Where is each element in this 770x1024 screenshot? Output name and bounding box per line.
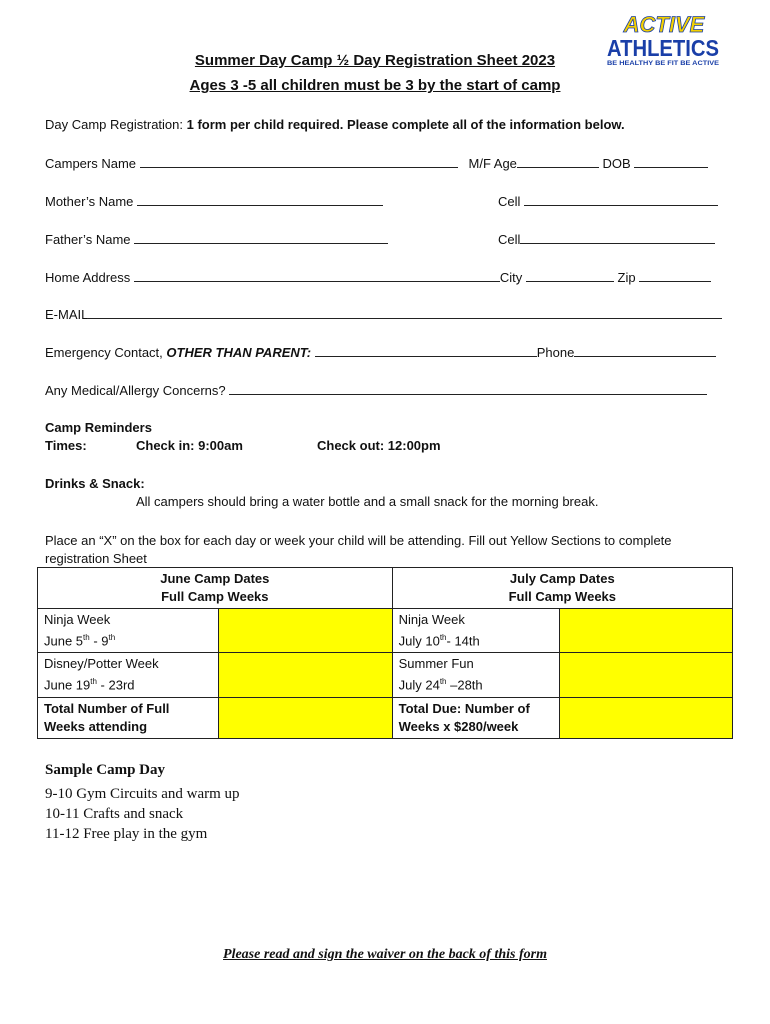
june-week1-dates: June 5th - 9th <box>44 633 116 649</box>
zip-label: Zip <box>617 270 636 285</box>
july-header-line2: Full Camp Weeks <box>508 589 617 604</box>
july-header-line1: July Camp Dates <box>509 571 615 586</box>
city-field[interactable] <box>526 269 614 282</box>
page-title: Summer Day Camp ½ Day Registration Sheet 2023 <box>194 52 556 69</box>
total-due-line2: Weeks x $280/week <box>398 718 519 734</box>
july-week1-dates: July 10th- 14th <box>398 633 480 649</box>
total-due-field[interactable] <box>559 697 732 738</box>
medical-field[interactable] <box>229 382 707 395</box>
phone-field[interactable] <box>574 344 716 357</box>
email-row <box>45 306 722 322</box>
waiver-notice: Please read and sign the waiver on the back of this form <box>223 947 547 962</box>
july-week2-name: Summer Fun <box>398 656 474 672</box>
fathers-name-row <box>45 231 388 247</box>
mothers-name-row <box>45 193 383 209</box>
campers-name-field[interactable] <box>140 155 458 168</box>
mother-cell-row <box>498 193 718 209</box>
july-week1-name: Ninja Week <box>398 612 465 627</box>
check-in-text: Check in: 9:00am <box>136 438 243 453</box>
june-week2-name: Disney/Potter Week <box>44 656 159 672</box>
july-week2-checkbox[interactable] <box>559 653 732 697</box>
fathers-name-label: Father’s Name <box>45 232 131 247</box>
campers-name-label: Campers Name <box>45 156 137 171</box>
july-week1-checkbox[interactable] <box>559 609 732 653</box>
table-row <box>38 697 733 738</box>
list-item: 9-10 Gym Circuits and warm up <box>45 786 240 802</box>
emergency-contact-field[interactable] <box>315 344 537 357</box>
home-address-field[interactable] <box>134 269 500 282</box>
june-week1-cell <box>38 609 219 653</box>
mf-age-label: M/F Age <box>468 156 517 171</box>
dob-field[interactable] <box>634 155 708 168</box>
sample-day-list <box>45 784 240 844</box>
june-week2-checkbox[interactable] <box>219 653 392 697</box>
june-week2-dates: June 19th - 23rd <box>44 677 135 693</box>
campers-name-row <box>45 155 708 171</box>
logo-athletics-text: ATHLETICS <box>607 35 719 61</box>
sample-day-heading: Sample Camp Day <box>45 762 166 778</box>
zip-field[interactable] <box>639 269 711 282</box>
father-cell-label: Cell <box>498 232 521 247</box>
total-weeks-line1: Total Number of Full <box>44 700 170 716</box>
emergency-row <box>45 344 716 360</box>
table-row <box>38 653 733 697</box>
drinks-text: All campers should bring a water bottle and a small snack for the morning break. <box>136 494 599 509</box>
emergency-bold-label: OTHER THAN PARENT: <box>166 345 312 360</box>
june-week1-name: Ninja Week <box>44 612 111 627</box>
july-week1-cell <box>392 609 559 653</box>
july-week2-cell <box>392 653 559 697</box>
logo-active-text: ACTIVE <box>623 12 705 37</box>
father-cell-field[interactable] <box>520 231 715 244</box>
reminders-heading: Camp Reminders <box>45 420 152 435</box>
intro-line <box>45 117 625 132</box>
june-week2-cell <box>38 653 219 697</box>
june-week1-checkbox[interactable] <box>219 609 392 653</box>
city-label: City <box>499 270 523 285</box>
list-item: 11-12 Free play in the gym <box>45 826 208 842</box>
dob-label: DOB <box>602 156 631 171</box>
emergency-label: Emergency Contact, <box>45 345 167 360</box>
total-weeks-cell <box>38 697 219 738</box>
medical-row <box>45 382 707 398</box>
june-header-line2: Full Camp Weeks <box>161 589 269 604</box>
june-header-line1: June Camp Dates <box>160 571 270 586</box>
phone-label: Phone <box>536 345 575 360</box>
times-label: Times: <box>45 438 87 453</box>
age-field[interactable] <box>517 155 599 168</box>
intro-lead: Day Camp Registration: <box>45 117 187 132</box>
father-cell-row <box>498 231 715 247</box>
camp-weeks-table <box>37 567 733 739</box>
intro-bold: 1 form per child required. Please complete all of the information below. <box>186 117 625 132</box>
table-row <box>38 609 733 653</box>
medical-label: Any Medical/Allergy Concerns? <box>45 383 226 398</box>
email-label: E-MAIL <box>45 307 89 322</box>
mothers-name-label: Mother’s Name <box>45 194 134 209</box>
mothers-name-field[interactable] <box>137 193 383 206</box>
page-subtitle: Ages 3 -5 all children must be 3 by the start of camp <box>189 77 561 94</box>
list-item: 10-11 Crafts and snack <box>45 806 184 822</box>
drinks-label: Drinks & Snack: <box>45 476 145 491</box>
table-header-row <box>38 568 733 609</box>
home-address-label: Home Address <box>45 270 131 285</box>
fathers-name-field[interactable] <box>134 231 388 244</box>
instructions-text: Place an “X” on the box for each day or week your child will be attending. Fill out Yellow Sections to complete registration Sheet <box>45 533 672 566</box>
mother-cell-label: Cell <box>498 194 521 209</box>
july-week2-dates: July 24th –28th <box>398 677 483 693</box>
logo-tagline: BE HEALTHY BE FIT BE ACTIVE <box>607 61 719 67</box>
total-due-line1: Total Due: Number of <box>398 700 530 716</box>
total-weeks-line2: Weeks attending <box>44 718 148 734</box>
june-header <box>38 568 393 609</box>
mother-cell-field[interactable] <box>524 193 718 206</box>
total-weeks-field[interactable] <box>219 697 392 738</box>
home-address-row <box>45 269 711 285</box>
email-field[interactable] <box>88 306 722 319</box>
july-header <box>392 568 732 609</box>
check-out-text: Check out: 12:00pm <box>317 438 441 453</box>
total-due-cell <box>392 697 559 738</box>
